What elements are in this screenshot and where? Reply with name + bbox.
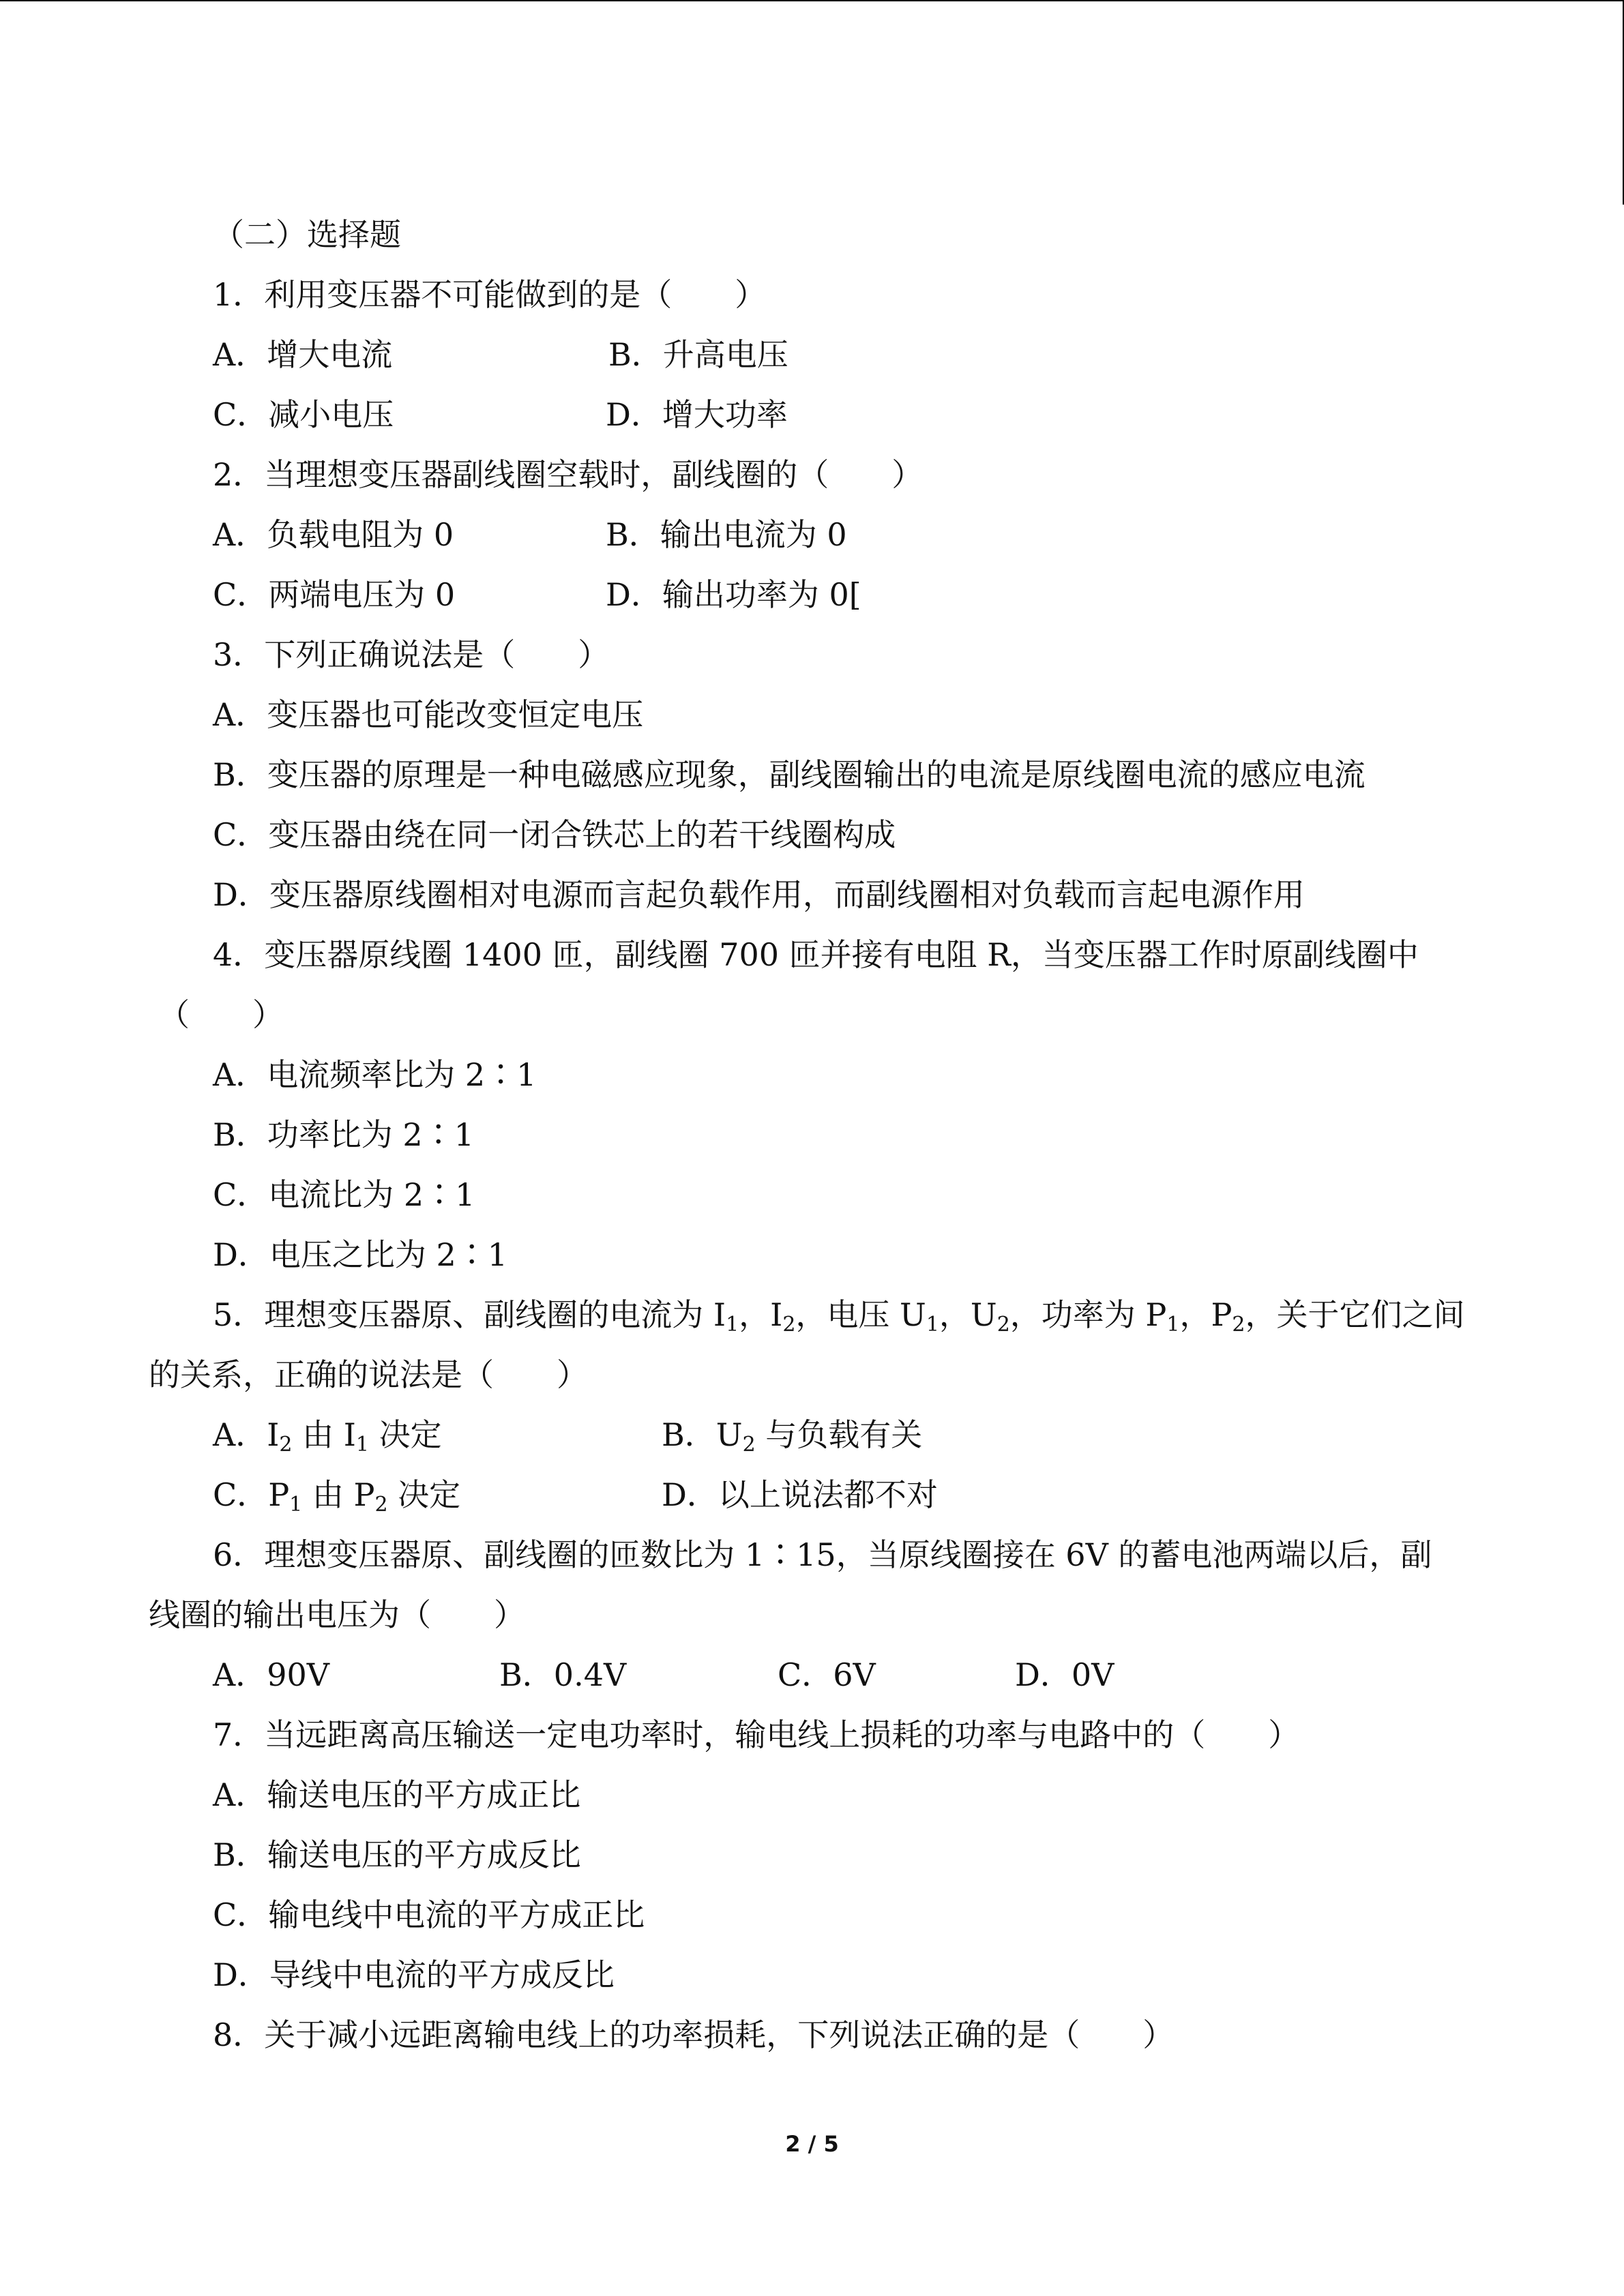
question-1-stem: 1．利用变压器不可能做到的是（ ） [213,276,767,313]
question-1-option-c: C．减小电压 [213,396,394,433]
question-2-option-b: B．输出电流为 0 [606,516,847,553]
question-4-stem-cont: （ ） [158,996,284,1033]
question-6-stem-cont: 线圈的输出电压为（ ） [149,1596,525,1633]
question-5-option-a: A．$I_2$ 由 $I_1$ 决定 [213,1416,442,1457]
question-4-option-d: D．电压之比为 2∶1 [213,1236,508,1273]
question-4-stem: 4．变压器原线圈 1400 匝，副线圈 700 匝并接有电阻 R，当变压器工作时原副线圈中 [213,936,1419,973]
question-4-option-b: B．功率比为 2∶1 [213,1116,474,1153]
question-5-stem-cont: 的关系，正确的说法是（ ） [149,1356,588,1393]
question-1-option-a: A．增大电流 [213,336,393,373]
question-7-option-a: A．输送电压的平方成正比 [213,1776,581,1813]
page-border-top [0,0,1624,1]
question-6-option-b: B．0.4V [499,1656,627,1693]
question-7-option-b: B．输送电压的平方成反比 [213,1836,581,1873]
section-title: （二）选择题 [213,216,401,253]
question-5-stem: 5．理想变压器原、副线圈的电流为 $I_1$，$I_2$，电压 $U_1$，$U_2$，功率为 $P_1$，$P_2$，关于它们之间 [213,1296,1465,1337]
question-7-stem: 7．当远距离高压输送一定电功率时，输电线上损耗的功率与电路中的（ ） [213,1716,1300,1753]
question-5-option-c: C．$P_1$ 由 $P_2$ 决定 [213,1476,461,1517]
question-5-option-d: D．以上说法都不对 [662,1476,938,1513]
question-2-option-a: A．负载电阻为 0 [213,516,454,553]
question-3-stem: 3．下列正确说法是（ ） [213,636,610,673]
question-4-option-c: C．电流比为 2∶1 [213,1176,475,1213]
question-8-stem: 8．关于减小远距离输电线上的功率损耗，下列说法正确的是（ ） [213,2016,1175,2053]
question-4-option-a: A．电流频率比为 2∶1 [213,1056,537,1093]
question-3-option-c: C．变压器由绕在同一闭合铁芯上的若干线圈构成 [213,816,896,853]
question-6-option-d: D．0V [1015,1656,1114,1693]
page-number: 2 / 5 [785,2131,839,2157]
question-1-option-d: D．增大功率 [606,396,788,433]
question-1-option-b: B．升高电压 [608,336,788,373]
question-7-option-d: D．导线中电流的平方成反比 [213,1956,615,1993]
question-3-option-b: B．变压器的原理是一种电磁感应现象，副线圈输出的电流是原线圈电流的感应电流 [213,756,1365,793]
question-6-option-a: A．90V [213,1656,329,1693]
question-2-stem: 2．当理想变压器副线圈空载时，副线圈的（ ） [213,456,924,493]
question-2-option-c: C．两端电压为 0 [213,576,456,613]
question-3-option-d: D．变压器原线圈相对电源而言起负载作用，而副线圈相对负载而言起电源作用 [213,876,1305,913]
question-3-option-a: A．变压器也可能改变恒定电压 [213,696,644,733]
question-6-option-c: C．6V [778,1656,876,1693]
question-7-option-c: C．输电线中电流的平方成正比 [213,1896,645,1933]
question-6-stem: 6．理想变压器原、副线圈的匝数比为 1∶15，当原线圈接在 6V 的蓄电池两端以后，副 [213,1536,1432,1573]
question-5-option-b: B．$U_2$ 与负载有关 [662,1416,923,1457]
question-2-option-d: D．输出功率为 0[ [606,576,861,613]
